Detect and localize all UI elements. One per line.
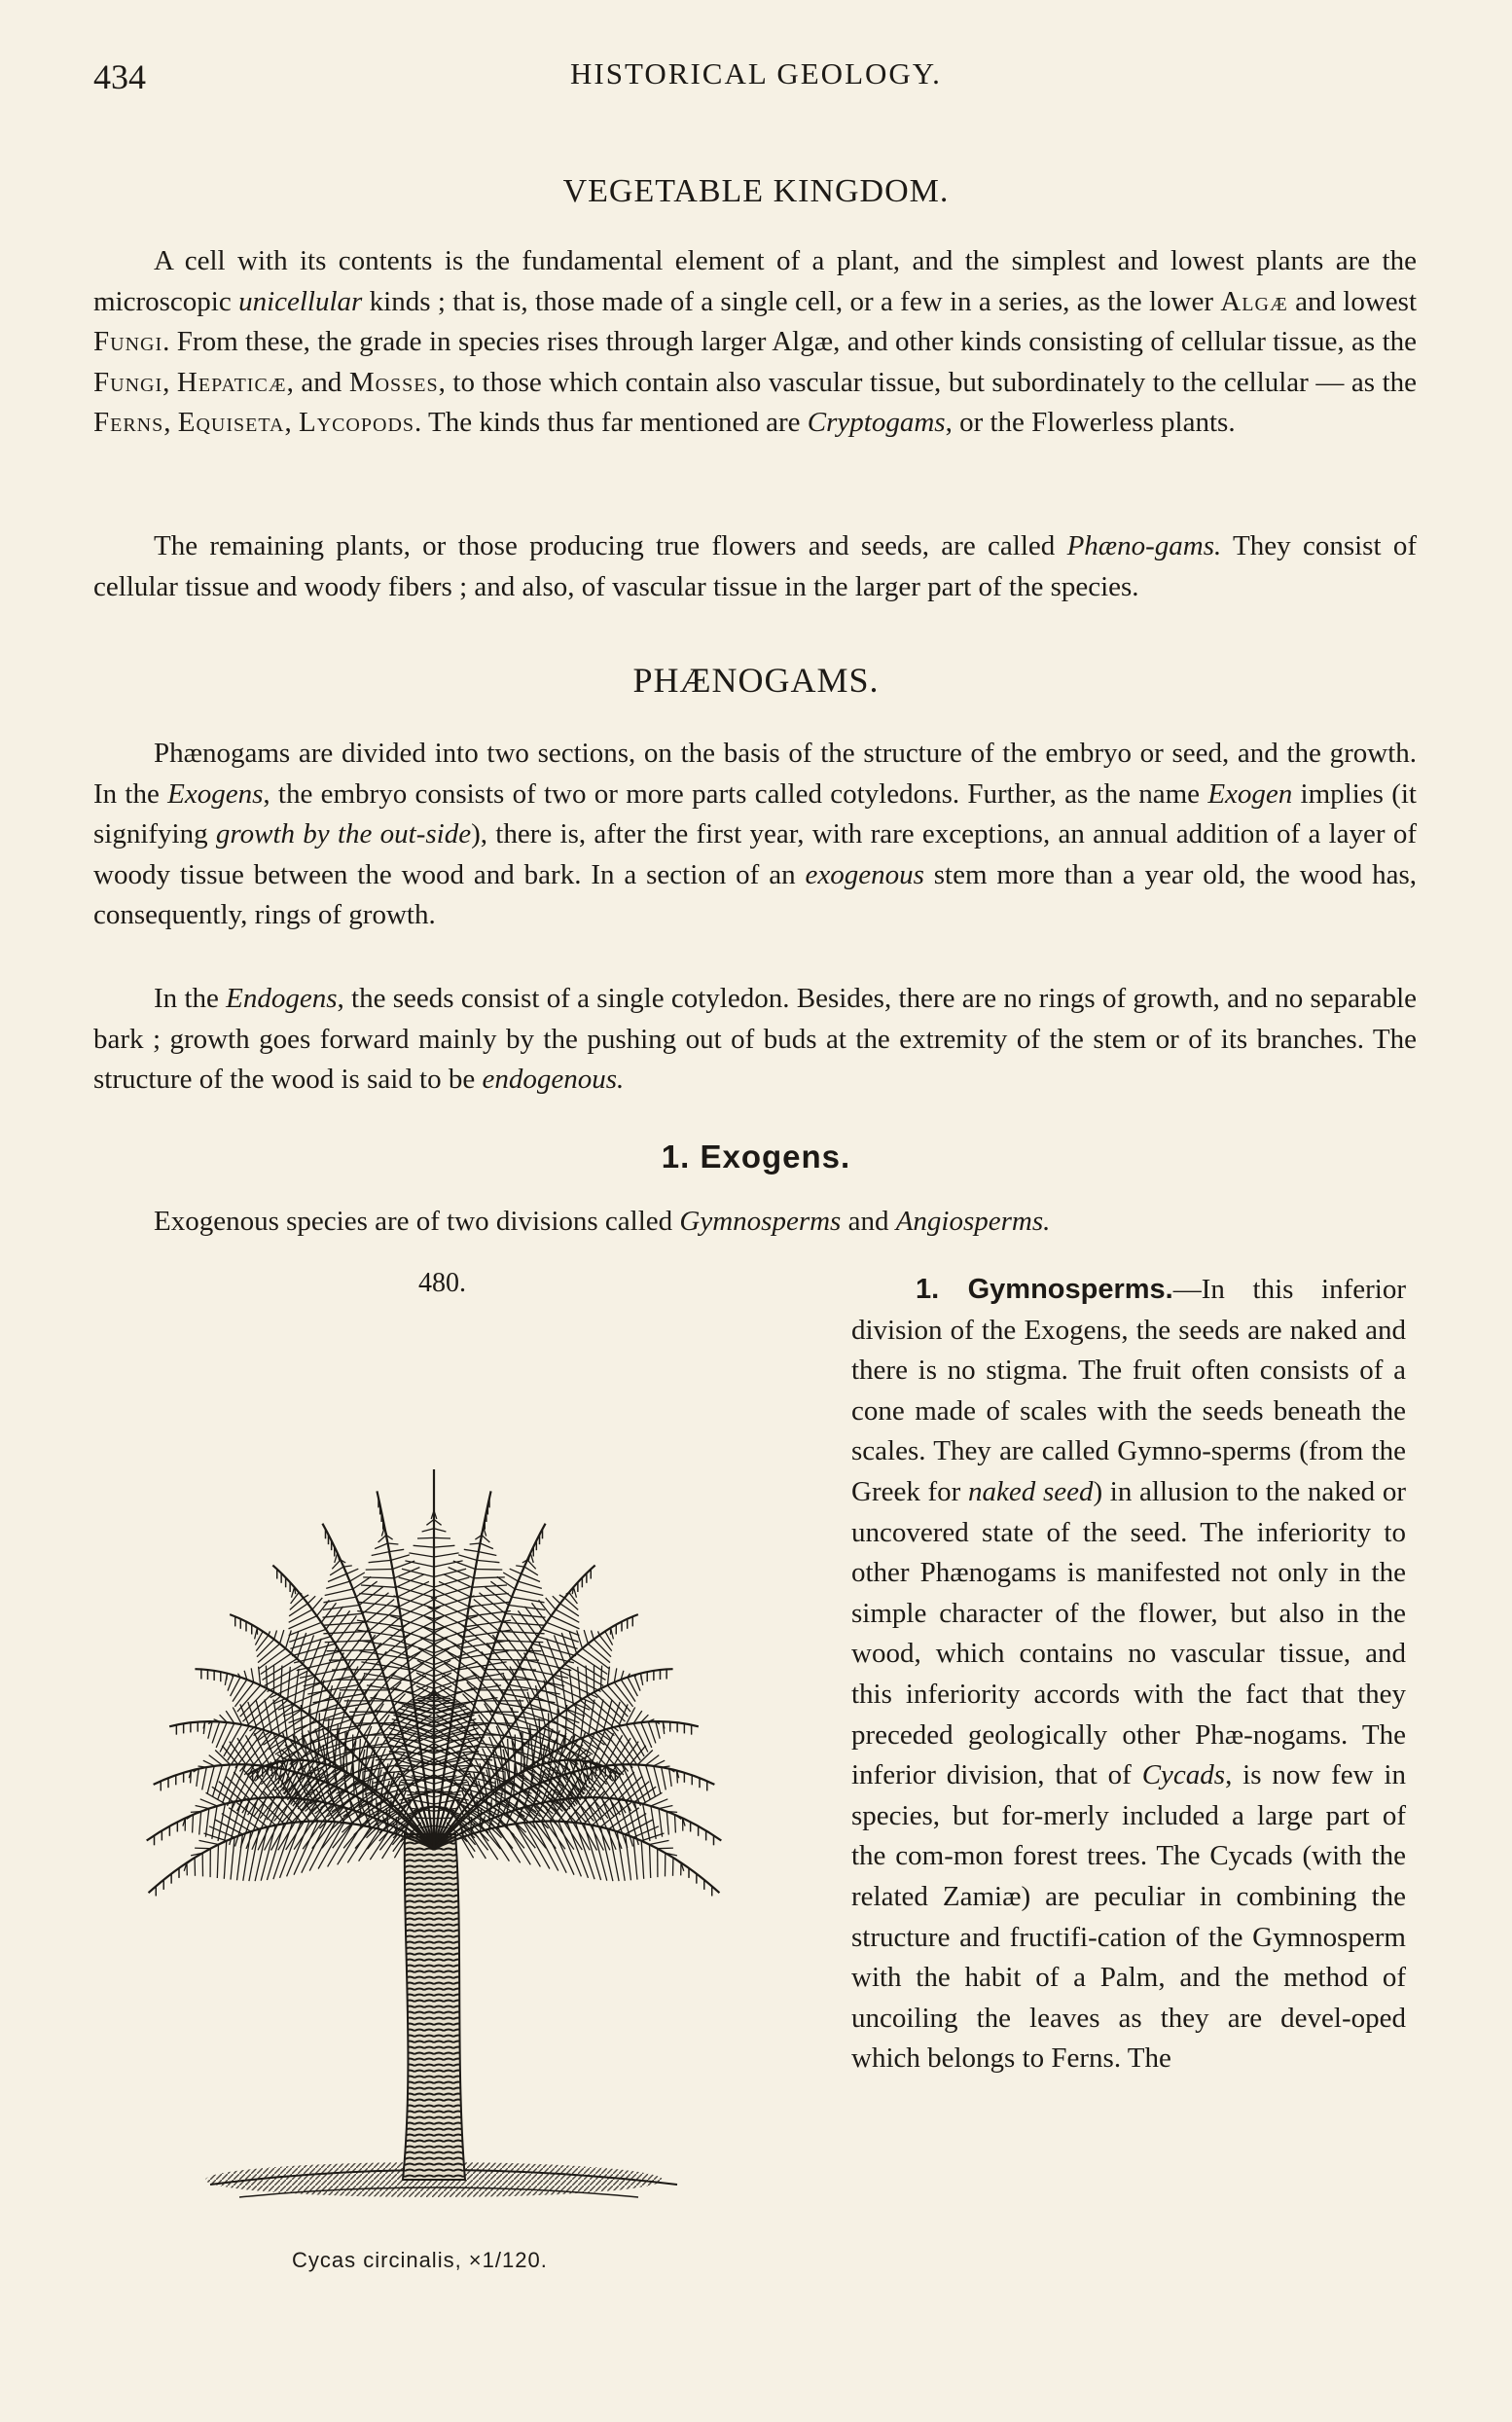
italic-term: Gymnosperms	[679, 1206, 842, 1237]
text-run: , the embryo consists of two or more parts called cotyledons. Further, as the name	[263, 777, 1208, 810]
heading-phaenogams: PHÆNOGAMS.	[632, 661, 880, 700]
text-run: . The kinds thus far mentioned are	[414, 407, 808, 438]
running-title: HISTORICAL GEOLOGY.	[570, 56, 942, 90]
text-run: . From these, the grade in species rises through larger Algæ, and other kinds consisting of cellular tissue, as the	[162, 326, 1417, 357]
text-run: , or the Flowerless plants.	[945, 407, 1236, 438]
italic-term: Cryptogams	[807, 407, 946, 438]
italic-term: Angiosperms.	[895, 1206, 1051, 1237]
text-run: implies (it signifying	[93, 777, 1417, 850]
text-run: stem more than a year old, the wood has, consequently, rings of growth.	[93, 858, 1417, 930]
paragraph-cells	[93, 241, 1417, 444]
text-run: , and	[286, 366, 349, 398]
italic-term: Cycads	[1141, 1759, 1226, 1791]
text-run: ) in allusion to the naked or uncovered state of the seed. The inferiority to other Phænogams is manifested not only in the simple character of the flower, but also in the wood, which contains no vascular tissue, and this inferiority accords with the fact that they preceded geologically other Phæ-nogams. The inferior division, that of	[851, 1475, 1406, 1791]
text-run: ,	[284, 407, 299, 438]
small-caps-term: Hepaticæ	[176, 366, 287, 398]
paragraph-phaenogams-intro	[93, 526, 1417, 607]
text-run: A cell with its contents is the fundamental element of a plant, and the simplest and lowest plants are the microscopic	[93, 245, 1417, 317]
italic-term: Exogens	[167, 777, 264, 810]
small-caps-term: Fungi	[93, 366, 163, 398]
paragraph-endogens-definition	[93, 979, 1417, 1101]
small-caps-term: Lycopods	[298, 407, 415, 438]
small-caps-term: Ferns	[93, 407, 164, 438]
text-run: They consist of cellular tissue and woody fibers ; and also, of vascular tissue in the larger part of the species.	[93, 530, 1417, 602]
paragraph-exogen-divisions	[93, 1202, 1417, 1243]
run-in-heading: 1. Gymnosperms.	[916, 1274, 1173, 1305]
italic-term: growth by the out-side	[215, 818, 472, 850]
text-run: Phænogams are divided into two sections, on the basis of the structure of the embryo or seed, and the growth. In the	[93, 738, 1417, 810]
text-run: kinds ; that is, those made of a single cell, or a few in a series, as the lower	[362, 285, 1221, 317]
cycas-illustration	[93, 1304, 794, 2238]
text-run: ,	[162, 366, 177, 398]
paragraph-exogens-definition	[93, 734, 1417, 936]
text-run: Exogenous species are of two divisions called	[154, 1206, 680, 1237]
text-run: , to those which contain also vascular tissue, but subordinately to the cellular — as the	[438, 366, 1418, 398]
palm-fronds	[147, 1469, 722, 1896]
small-caps-term: Fungi	[93, 326, 163, 357]
figure-caption: Cycas circinalis, ×1/120.	[292, 2248, 548, 2272]
text-run: —In this inferior division of the Exogens, the seeds are naked and there is no stigma. The fruit often consists of a cone made of scales with the seeds beneath the scales. They are called Gymno-sperms (from the Greek for	[851, 1274, 1407, 1507]
small-caps-term: Equiseta	[177, 407, 285, 438]
paragraph-gymnosperms	[851, 1270, 1406, 2079]
page-number: 434	[93, 57, 146, 96]
italic-term: Phæno-gams.	[1066, 530, 1222, 561]
text-run: The remaining plants, or those producing true flowers and seeds, are called	[154, 530, 1067, 561]
heading-exogens: 1. Exogens.	[661, 1139, 851, 1175]
text-run: ,	[163, 407, 178, 438]
italic-term: exogenous	[805, 858, 924, 890]
italic-term: endogenous.	[482, 1064, 625, 1095]
heading-vegetable-kingdom: VEGETABLE KINGDOM.	[562, 173, 950, 209]
small-caps-term: Algæ	[1220, 285, 1288, 317]
cycas-palm-engraving	[93, 1304, 794, 2238]
italic-term: Endogens	[226, 983, 338, 1014]
palm-trunk	[403, 1834, 465, 2180]
italic-term: unicellular	[238, 285, 363, 317]
italic-term: naked seed	[968, 1475, 1094, 1507]
small-caps-term: Mosses	[348, 366, 439, 398]
text-run: In the	[154, 983, 227, 1014]
text-run: and	[841, 1206, 896, 1237]
figure-number: 480.	[418, 1268, 466, 1298]
text-run: ), there is, after the first year, with rare exceptions, an annual addition of a layer of woody tissue between the wood and bark. In a section of an	[93, 818, 1417, 890]
text-run: and lowest	[1287, 285, 1417, 317]
running-head	[93, 56, 1419, 101]
italic-term: Exogen	[1207, 777, 1293, 810]
text-run: , is now few in species, but for-merly included a large part of the com-mon forest trees. The Cycads (with the related Zamiæ) are peculiar in combining the structure and fructifi-cation of the Gymnosperm with the habit of a Palm, and the method of uncoiling the leaves as they are devel-oped which belongs to Ferns. The	[851, 1759, 1406, 2075]
text-run: , the seeds consist of a single cotyledon. Besides, there are no rings of growth, and no separable bark ; growth goes forward mainly by the pushing out of buds at the extremity of the stem or of its branches. The structure of the wood is said to be	[93, 983, 1418, 1095]
